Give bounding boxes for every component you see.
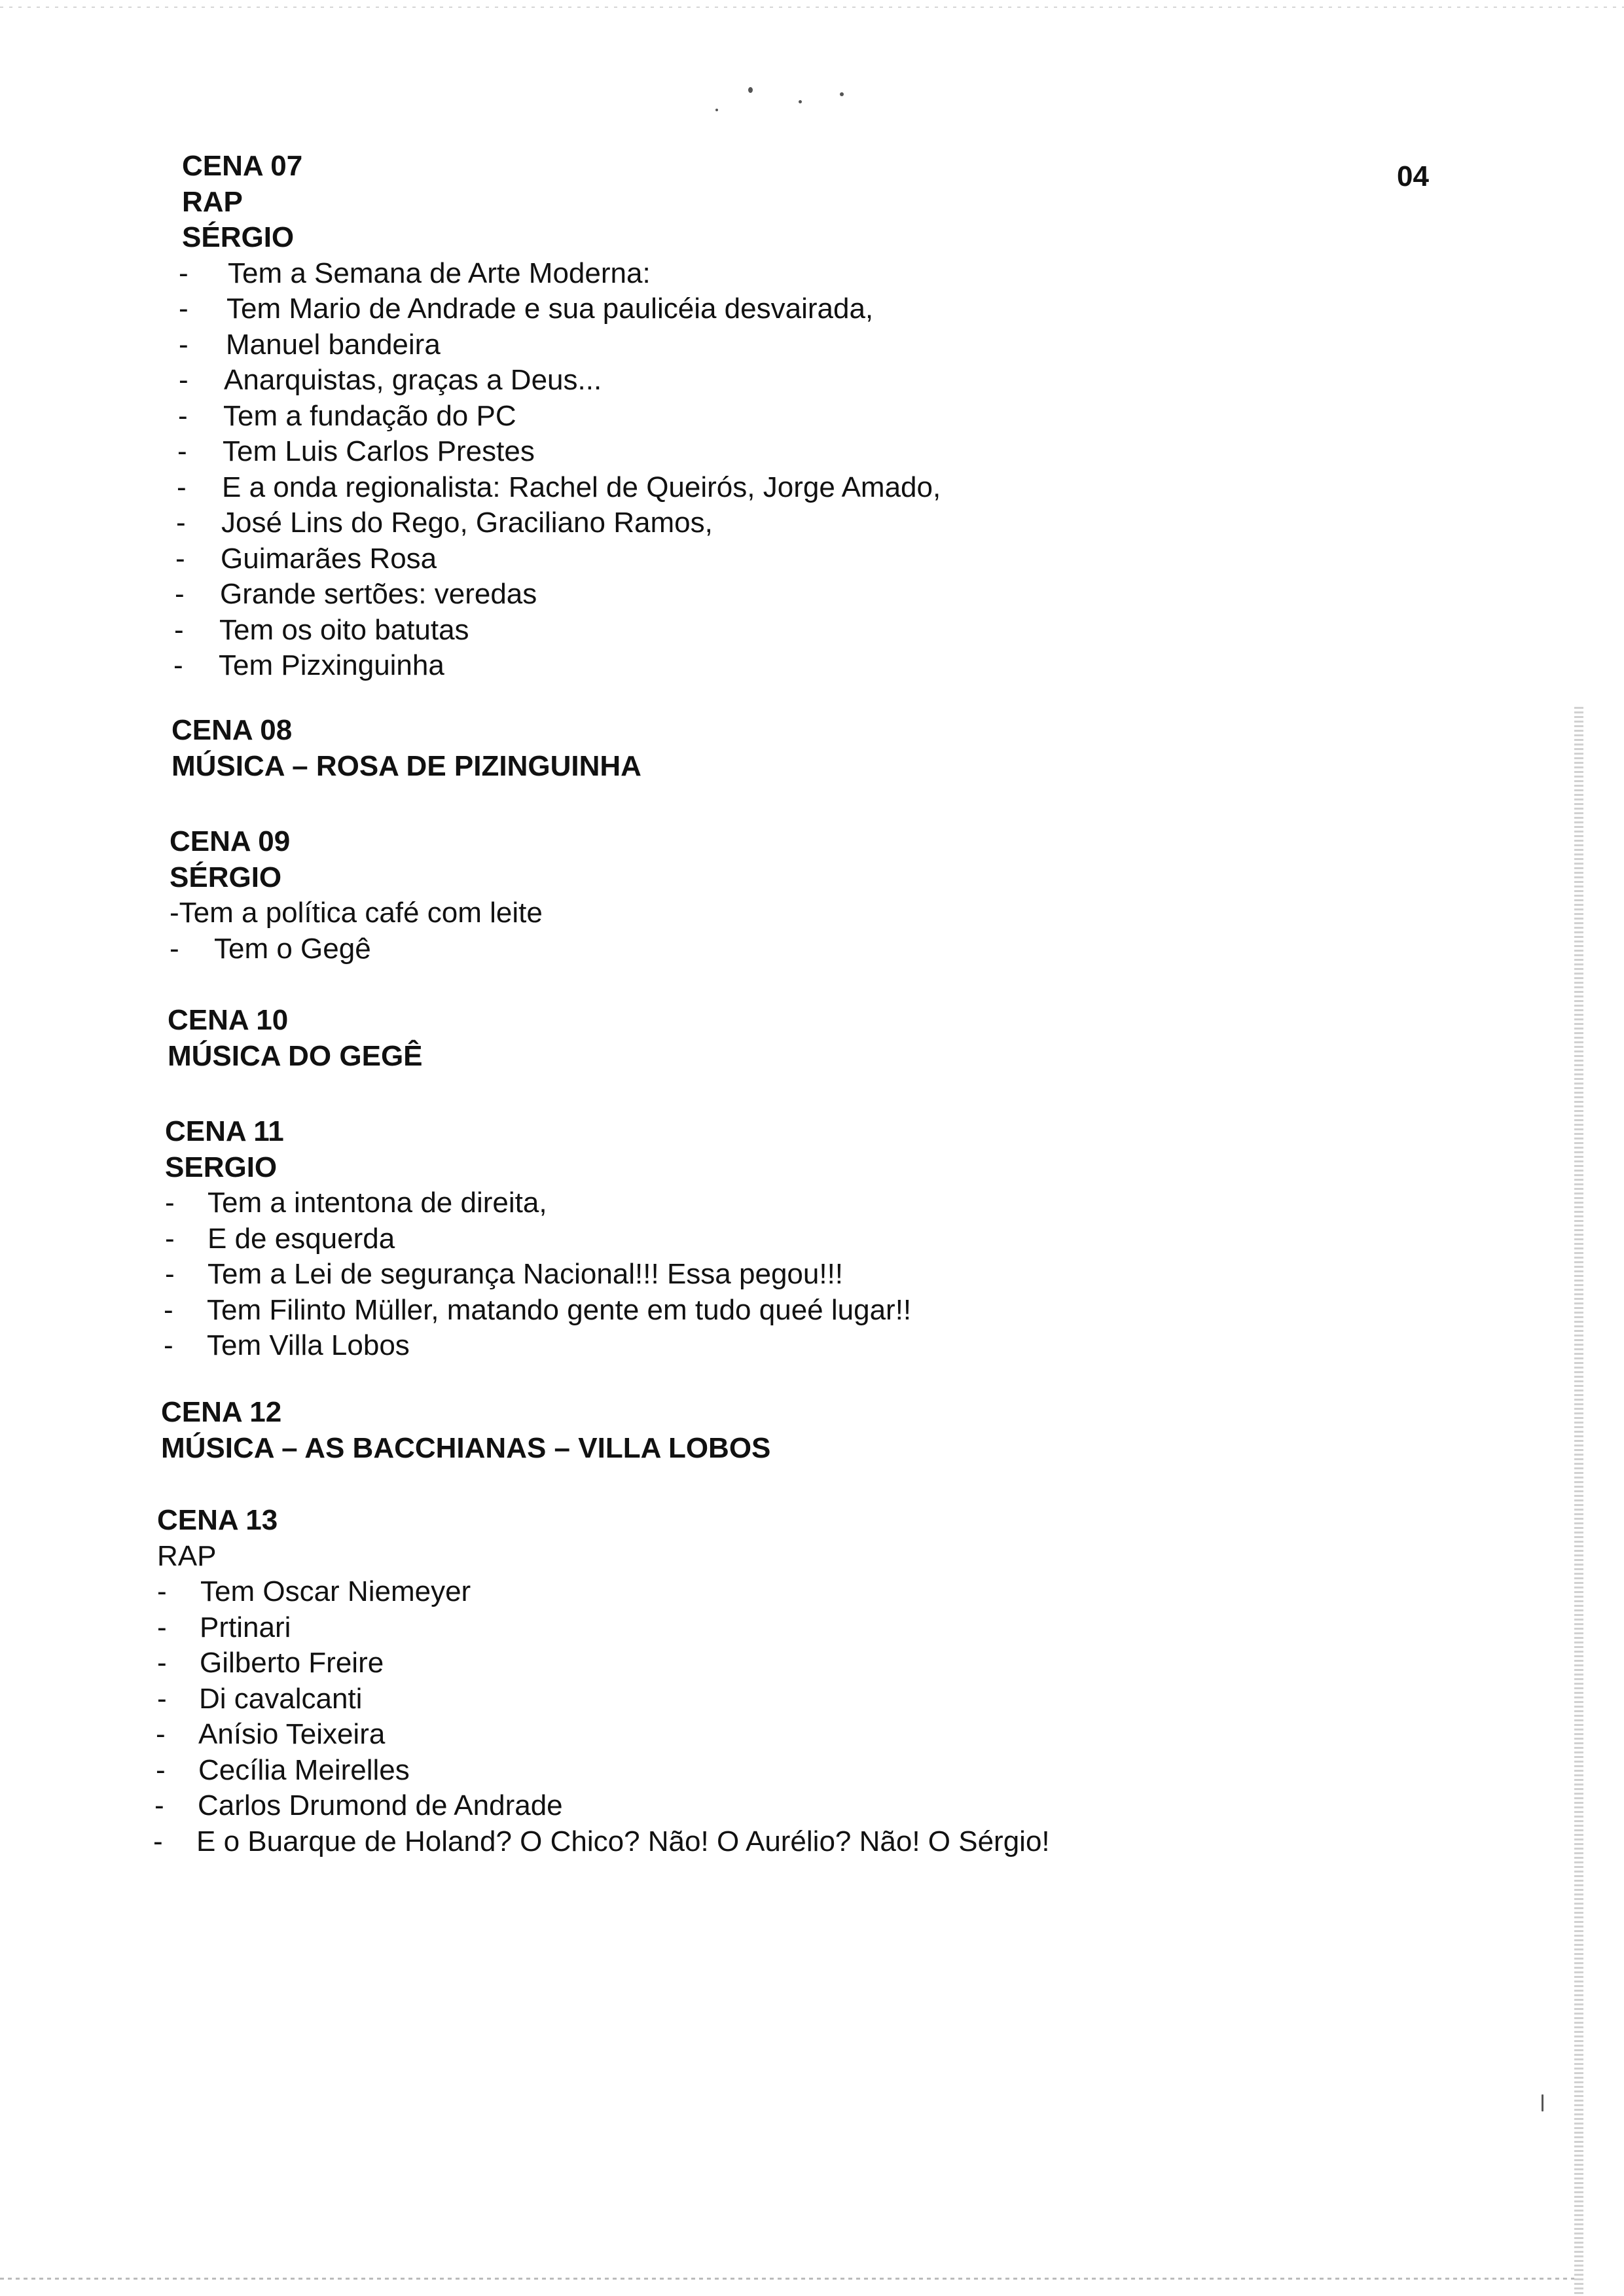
scene-subheading: MÚSICA – AS BACCHIANAS – VILLA LOBOS xyxy=(161,1431,771,1464)
scene-11 xyxy=(165,1114,911,1364)
scene-08 xyxy=(171,713,641,784)
scan-top-edge xyxy=(0,7,1624,8)
scene-09 xyxy=(170,824,543,967)
dialogue-line: - Grande sertões: veredas xyxy=(175,578,537,610)
scene-subheading: RAP xyxy=(182,185,243,218)
scan-speck xyxy=(748,87,753,93)
dialogue-list xyxy=(165,1185,911,1364)
dialogue-line: - Cecília Meirelles xyxy=(156,1753,410,1786)
dialogue-line: - Tem Pizxinguinha xyxy=(173,649,444,681)
scene-heading: CENA 10 xyxy=(168,1004,289,1036)
scene-subheading: SÉRGIO xyxy=(182,221,295,253)
dialogue-line: - Tem a Semana de Arte Moderna: xyxy=(179,257,651,289)
scene-heading: CENA 12 xyxy=(161,1396,282,1428)
dialogue-line: - E o Buarque de Holand? O Chico? Não! O Aurélio? Não! O Sérgio! xyxy=(153,1825,1050,1857)
dialogue-line: - Tem Oscar Niemeyer xyxy=(157,1575,471,1607)
dialogue-line: -Tem a política café com leite xyxy=(170,897,543,929)
dialogue-line: - Anísio Teixeira xyxy=(156,1718,386,1750)
dialogue-list xyxy=(153,1574,1050,1859)
dialogue-line: - Tem Luis Carlos Prestes xyxy=(177,435,535,467)
dialogue-line: - Tem Filinto Müller, matando gente em tudo queé lugar!! xyxy=(164,1293,912,1326)
scene-heading: CENA 07 xyxy=(182,150,303,182)
scene-heading: CENA 11 xyxy=(165,1115,284,1147)
dialogue-line: - Anarquistas, graças a Deus... xyxy=(179,364,602,396)
dialogue-line: - José Lins do Rego, Graciliano Ramos, xyxy=(176,507,713,539)
scene-12 xyxy=(161,1395,770,1466)
scene-10 xyxy=(168,1003,423,1074)
dialogue-line: - Tem a intentona de direita, xyxy=(165,1187,547,1219)
scene-heading: CENA 09 xyxy=(170,825,291,857)
dialogue-list xyxy=(173,256,941,684)
dialogue-line: - Manuel bandeira xyxy=(179,328,441,361)
dialogue-line: - Carlos Drumond de Andrade xyxy=(154,1789,563,1821)
scene-subheading: SÉRGIO xyxy=(170,861,282,893)
page-number: 04 xyxy=(1397,160,1429,192)
dialogue-line: - Tem Villa Lobos xyxy=(164,1329,410,1361)
dialogue-line: - Tem Mario de Andrade e sua paulicéia desvairada, xyxy=(179,293,874,325)
dialogue-line: - Gilberto Freire xyxy=(157,1647,384,1679)
scene-subheading: MÚSICA DO GEGÊ xyxy=(168,1039,423,1072)
scan-speck xyxy=(840,92,844,96)
dialogue-line: - Tem o Gegê xyxy=(170,932,371,965)
dialogue-line: - Tem a Lei de segurança Nacional!!! Essa pegou!!! xyxy=(165,1258,844,1290)
dialogue-line: - Prtinari xyxy=(157,1611,291,1643)
dialogue-line: - Di cavalcanti xyxy=(157,1682,363,1715)
scan-right-edge xyxy=(1574,707,1583,2296)
scan-speck xyxy=(715,109,718,111)
scene-heading: CENA 13 xyxy=(157,1504,278,1536)
dialogue-line: - Tem os oito batutas xyxy=(174,613,469,646)
dialogue-line: - Guimarães Rosa xyxy=(175,542,437,575)
scene-subheading: SERGIO xyxy=(165,1151,278,1183)
scene-13 xyxy=(153,1503,1050,1859)
scan-speck xyxy=(1542,2094,1543,2111)
dialogue-line: - E de esquerda xyxy=(165,1222,395,1255)
scan-bottom-edge xyxy=(0,2278,1574,2280)
scene-subheading: RAP xyxy=(157,1539,217,1572)
dialogue-line: - Tem a fundação do PC xyxy=(178,399,516,432)
dialogue-line: - E a onda regionalista: Rachel de Queirós, Jorge Amado, xyxy=(177,471,941,503)
scan-speck xyxy=(799,100,802,103)
scene-subheading: MÚSICA – ROSA DE PIZINGUINHA xyxy=(171,749,641,782)
scene-07 xyxy=(173,149,941,684)
scene-heading: CENA 08 xyxy=(171,714,293,746)
